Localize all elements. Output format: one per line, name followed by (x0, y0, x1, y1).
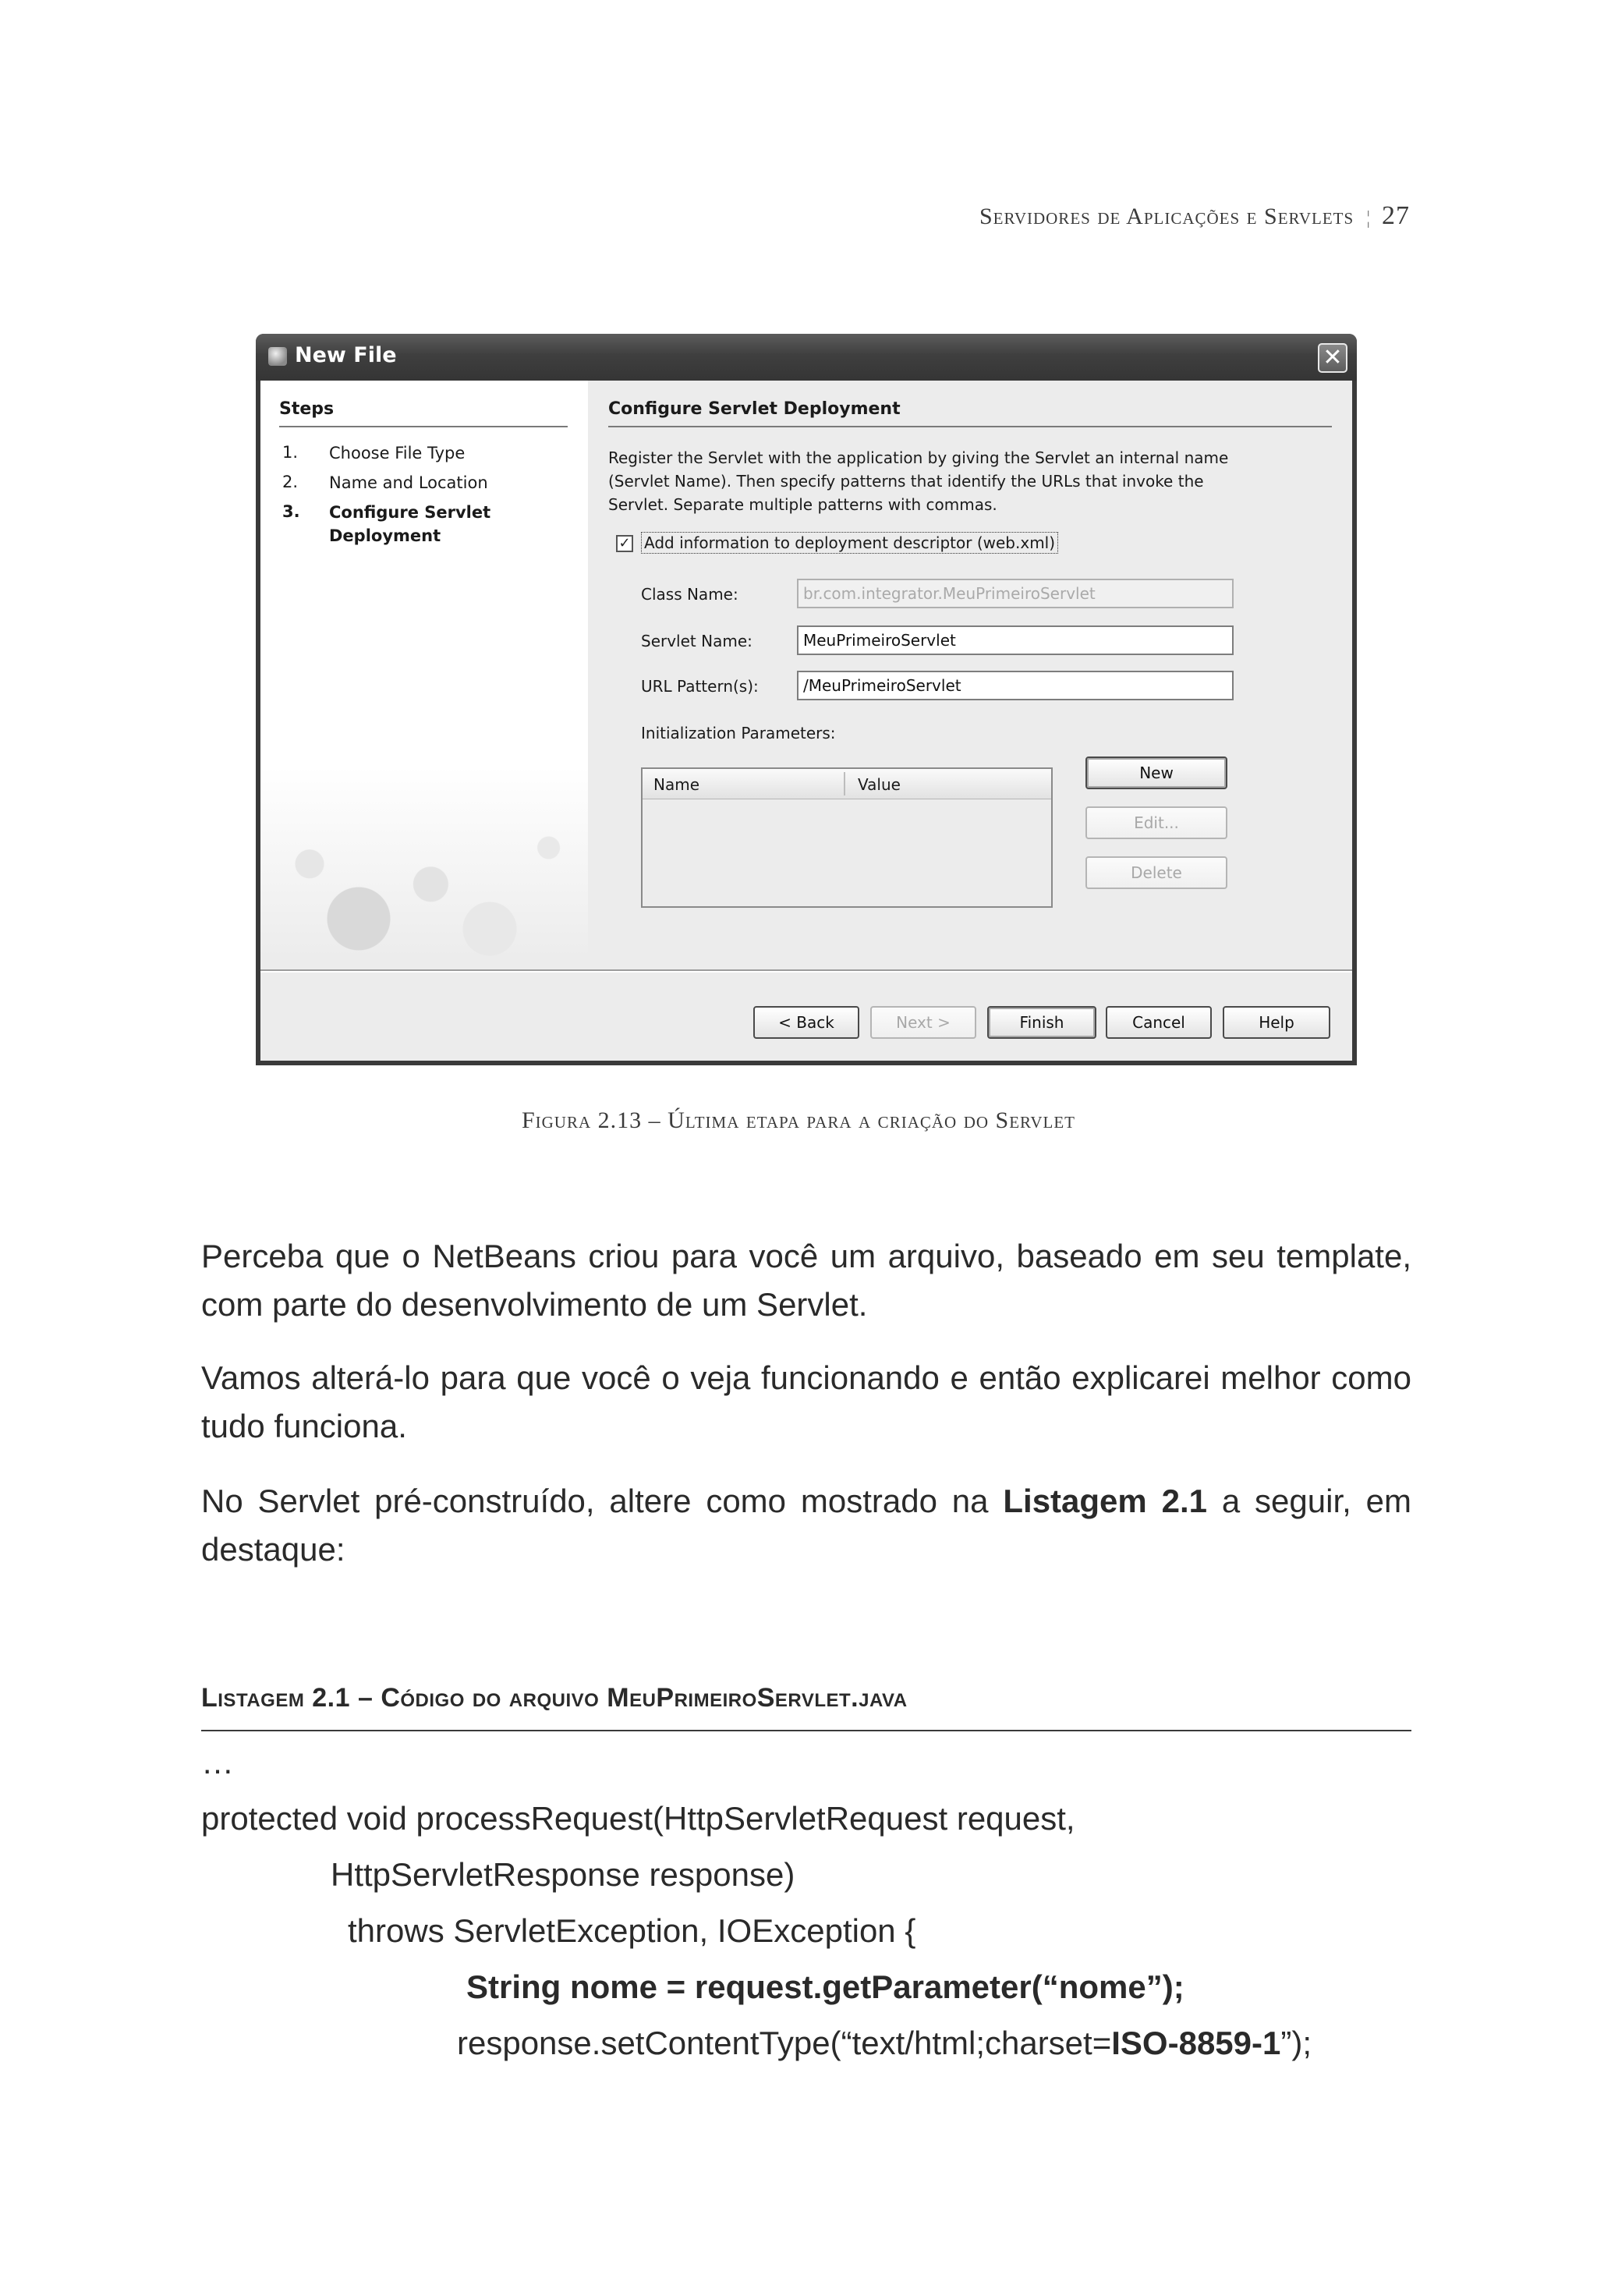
netbeans-icon (268, 347, 287, 366)
paragraph-2: Vamos alterá-lo para que você o veja funcionando e então explicarei melhor como tudo funciona. (201, 1359, 1411, 1444)
code-text: ”); (1280, 2025, 1312, 2061)
code-line: HttpServletResponse response) (331, 1856, 795, 1893)
finish-button[interactable]: Finish (987, 1006, 1096, 1039)
back-button[interactable]: < Back (753, 1006, 859, 1039)
paragraph-1: Perceba que o NetBeans criou para você um arquivo, baseado em seu template, com parte do desenvolvimento de um Servlet. (201, 1238, 1411, 1323)
new-file-dialog (256, 334, 1357, 1065)
listing-rule (201, 1730, 1411, 1731)
column-divider (844, 772, 845, 795)
step-configure-servlet-deployment: Configure Servlet Deployment (329, 503, 491, 545)
class-name-field: br.com.integrator.MeuPrimeiroServlet (797, 579, 1234, 608)
step-number: 1. (282, 443, 299, 462)
init-params-table[interactable] (641, 767, 1053, 908)
steps-divider (279, 426, 568, 427)
code-line (457, 2025, 1312, 2062)
servlet-name-label: Servlet Name: (641, 632, 752, 650)
class-name-label: Class Name: (641, 585, 738, 604)
edit-param-button[interactable]: Edit... (1085, 806, 1227, 839)
close-button[interactable]: ✕ (1318, 343, 1347, 373)
dialog-titlebar (256, 334, 1357, 381)
running-title: Servidores de Aplicações e Servlets (979, 204, 1354, 229)
step-choose-file-type: Choose File Type (329, 444, 466, 462)
paragraph-3 (201, 1477, 1411, 1574)
panel-title: Configure Servlet Deployment (608, 399, 901, 419)
code-text: response.setContentType(“text/html;charset= (457, 2025, 1112, 2061)
running-header (979, 201, 1410, 231)
page-number: 27 (1382, 201, 1410, 230)
next-button[interactable]: Next > (870, 1006, 976, 1039)
dialog-title: New File (295, 343, 397, 367)
code-line-highlight: String nome = request.getParameter(“nome”); (466, 1968, 1184, 2005)
panel-description: Register the Servlet with the application by giving the Servlet an internal name (Servlet Name). Then specify patterns that identify the URLs that invoke the Servlet. Separate multiple patterns with commas. (608, 448, 1229, 514)
header-separator: ¦ (1366, 208, 1371, 229)
help-button[interactable]: Help (1223, 1006, 1330, 1039)
steps-pane (260, 381, 588, 969)
step-name-and-location: Name and Location (329, 473, 488, 492)
paragraph-3-text: No Servlet pré-construído, altere como mostrado na (201, 1483, 1004, 1519)
column-header-value[interactable]: Value (858, 775, 901, 794)
listing-title: Listagem 2.1 – Código do arquivo MeuPrimeiroServlet.java (201, 1683, 908, 1713)
dialog-client (260, 381, 1352, 1061)
init-params-label: Initialization Parameters: (641, 724, 836, 742)
decorative-background (260, 767, 588, 969)
paragraph-3-text-end: a seguir, em destaque: (201, 1483, 1411, 1568)
step-number: 3. (282, 502, 300, 521)
listing-reference: Listagem 2.1 (1003, 1483, 1207, 1519)
panel-divider (608, 426, 1332, 427)
table-header (643, 769, 1051, 799)
steps-title: Steps (279, 399, 335, 419)
deployment-descriptor-label[interactable]: Add information to deployment descriptor (web.xml) (641, 532, 1058, 554)
code-line: protected void processRequest(HttpServletRequest request, (201, 1800, 1075, 1837)
new-param-button[interactable]: New (1085, 756, 1227, 789)
code-line: throws ServletException, IOException { (348, 1912, 916, 1949)
cancel-button[interactable]: Cancel (1106, 1006, 1212, 1039)
deployment-descriptor-checkbox[interactable]: ✓ (616, 535, 633, 552)
code-highlight: ISO-8859-1 (1111, 2025, 1281, 2061)
url-pattern-label: URL Pattern(s): (641, 677, 759, 696)
delete-param-button[interactable]: Delete (1085, 856, 1227, 889)
servlet-name-field[interactable]: MeuPrimeiroServlet (797, 625, 1234, 655)
url-pattern-field[interactable]: /MeuPrimeiroServlet (797, 671, 1234, 700)
figure-caption: Figura 2.13 – Última etapa para a criação do Servlet (521, 1107, 1076, 1133)
step-number: 2. (282, 473, 299, 491)
footer-divider-highlight (260, 971, 1352, 973)
column-header-name[interactable]: Name (653, 775, 700, 794)
code-line-ellipsis: … (201, 1744, 234, 1780)
